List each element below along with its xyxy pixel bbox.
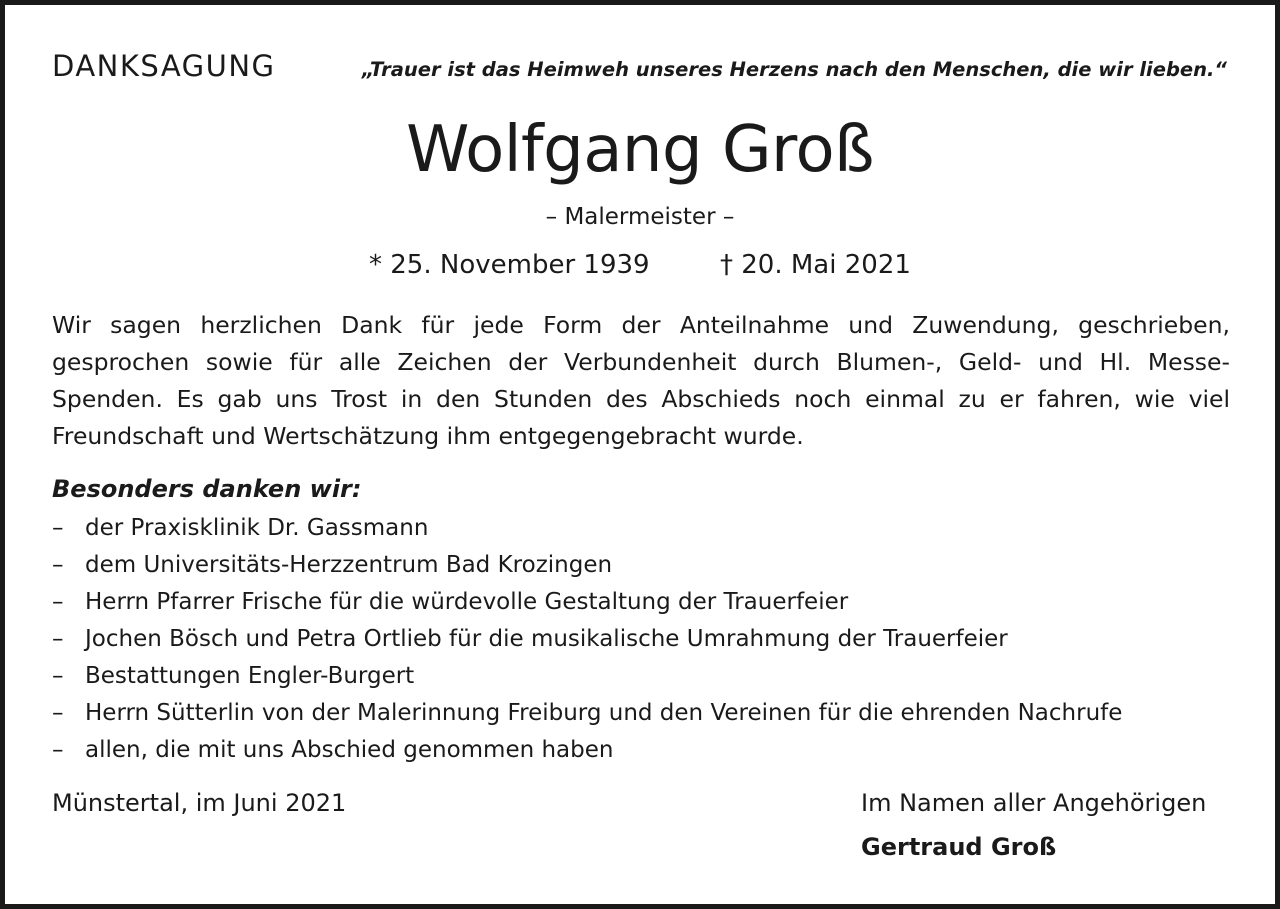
list-item-text: Bestattungen Engler-Burgert — [85, 663, 415, 689]
closing-line: Im Namen aller Angehörigen — [861, 789, 1207, 817]
thanks-heading: Besonders danken wir: — [52, 475, 362, 503]
place-date: Münstertal, im Juni 2021 — [52, 789, 347, 817]
thanks-paragraph: Wir sagen herzlichen Dank für jede Form der Anteilnahme und Zuwendung, geschrieben, gesprochen sowie für alle Zeichen der Verbundenheit durch Blumen-, Geld- und Hl. Messe-Spenden. Es gab uns Trost in den Stunden des Abschieds noch einmal zu er fahren, wie viel Freundschaft und Wertschätzung ihm entgegengebracht wurde. — [52, 311, 1230, 450]
motto-quote: „Trauer ist das Heimweh unseres Herzens nach den Menschen, die wir lieben.“ — [361, 58, 1227, 81]
list-item — [52, 510, 1122, 547]
list-dash: – — [52, 700, 64, 726]
list-item-text: Herrn Sütterlin von der Malerinnung Freiburg und den Vereinen für die ehrenden Nachrufe — [85, 700, 1123, 726]
list-item-text: allen, die mit uns Abschied genommen haben — [85, 737, 614, 763]
death-date: † 20. Mai 2021 — [720, 250, 911, 280]
list-item-text: dem Universitäts-Herzzentrum Bad Krozingen — [85, 552, 613, 578]
list-dash: – — [52, 552, 64, 578]
signer-name: Gertraud Groß — [861, 833, 1057, 861]
birth-date: * 25. November 1939 — [369, 250, 650, 280]
thanks-list — [52, 510, 1122, 769]
list-item — [52, 695, 1122, 732]
list-item — [52, 621, 1122, 658]
list-item — [52, 658, 1122, 695]
deceased-name: Wolfgang Groß — [406, 113, 874, 187]
list-dash: – — [52, 626, 64, 652]
list-dash: – — [52, 589, 64, 615]
profession: – Malermeister – — [545, 204, 735, 230]
list-item-text: der Praxisklinik Dr. Gassmann — [85, 515, 429, 541]
list-item-text: Herrn Pfarrer Frische für die würdevolle Gestaltung der Trauerfeier — [85, 589, 849, 615]
list-dash: – — [52, 663, 64, 689]
list-item — [52, 584, 1122, 621]
list-item-text: Jochen Bösch und Petra Ortlieb für die musikalische Umrahmung der Trauerfeier — [85, 626, 1008, 652]
list-item — [52, 547, 1122, 584]
list-dash: – — [52, 737, 64, 763]
list-item — [52, 732, 1122, 769]
list-dash: – — [52, 515, 64, 541]
notice-label: DANKSAGUNG — [52, 49, 276, 83]
